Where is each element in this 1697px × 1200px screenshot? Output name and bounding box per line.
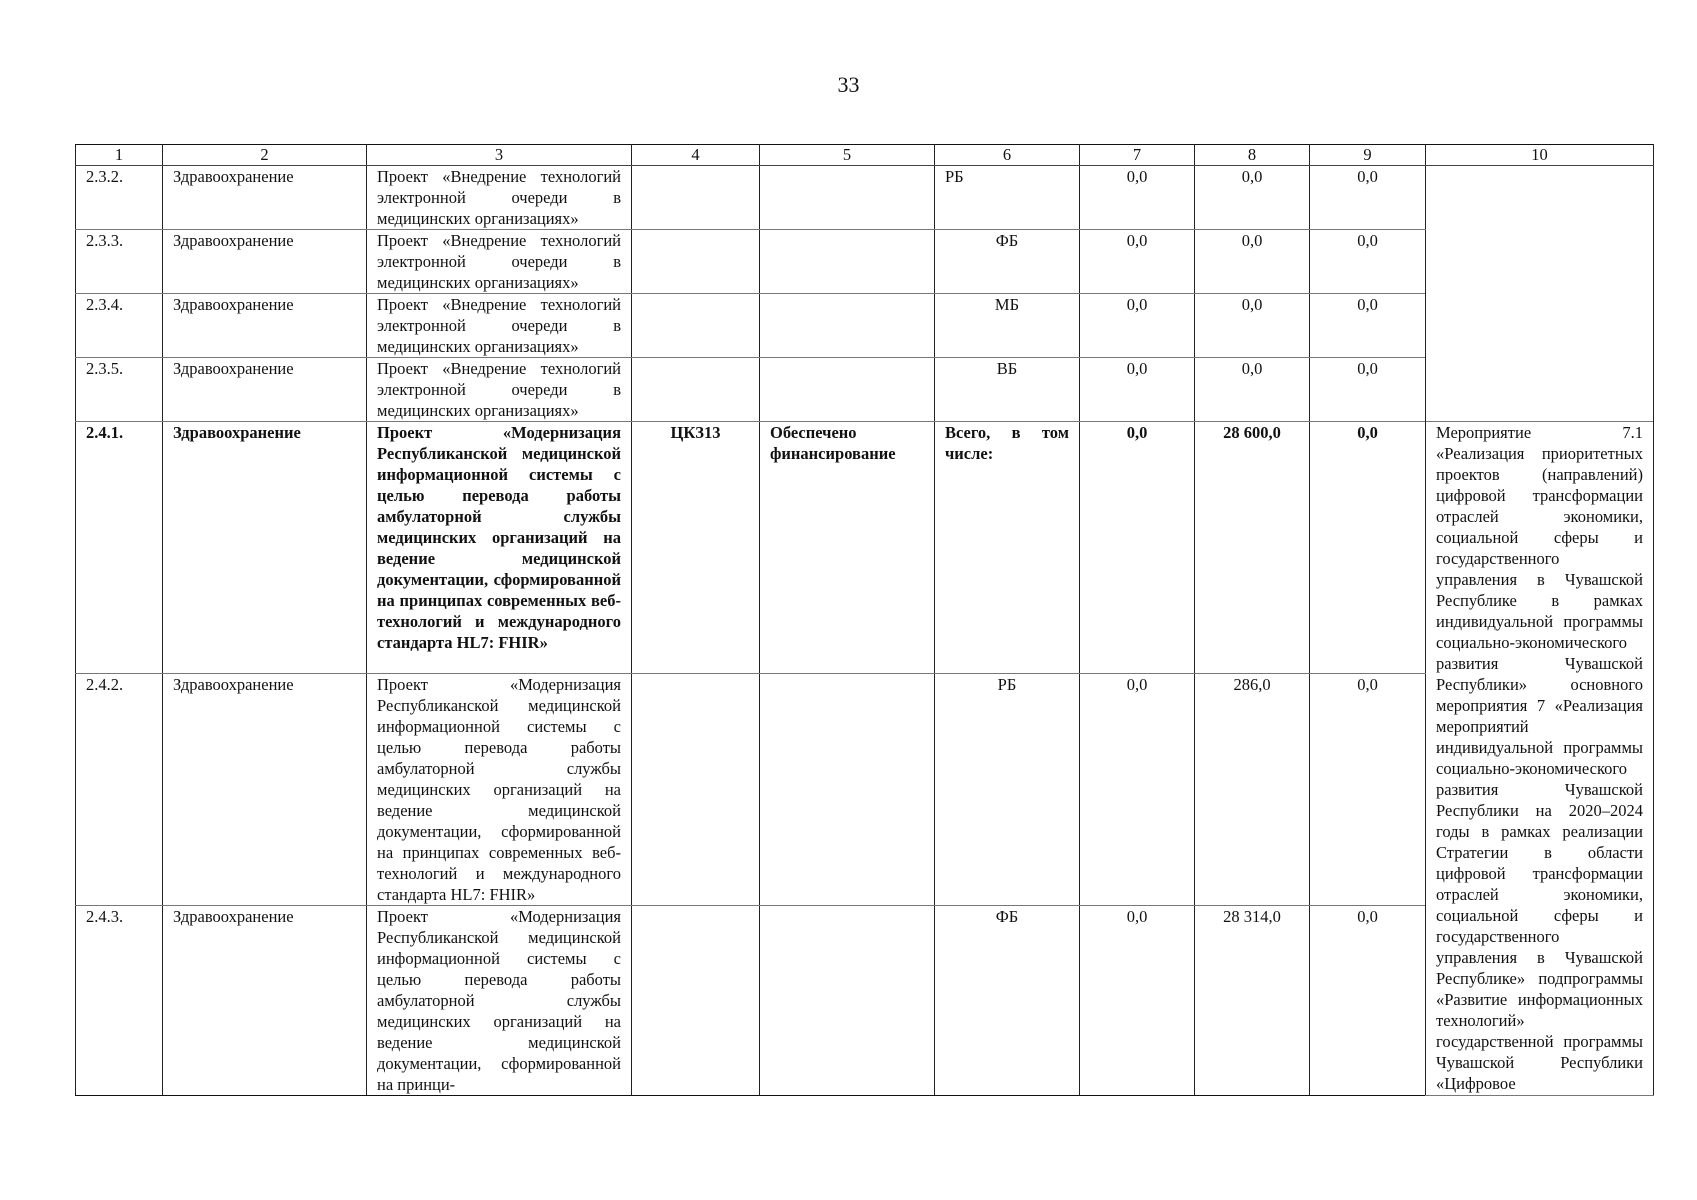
sector-cell: Здравоохранение — [163, 230, 367, 294]
column-header: 9 — [1310, 145, 1426, 166]
value-col8: 28 314,0 — [1195, 906, 1310, 1096]
funding-source-cell: ФБ — [935, 906, 1080, 1096]
value-col7: 0,0 — [1080, 906, 1195, 1096]
project-cell: Проект «Внедрение технологий электронной очереди в медицинских организациях» — [367, 166, 632, 230]
column-header: 3 — [367, 145, 632, 166]
column-header: 7 — [1080, 145, 1195, 166]
funding-source-cell: ВБ — [935, 358, 1080, 422]
code-cell — [632, 294, 760, 358]
value-col9: 0,0 — [1310, 230, 1426, 294]
value-col7: 0,0 — [1080, 230, 1195, 294]
result-cell — [760, 294, 935, 358]
sector-cell: Здравоохранение — [163, 294, 367, 358]
project-cell: Проект «Внедрение технологий электронной очереди в медицинских организациях» — [367, 230, 632, 294]
note-cell: Мероприятие 7.1 «Реализация приоритетных проектов (направлений) цифровой трансформации отраслей экономики, социальной сферы и государственного управления в Чувашской Республике в рамках индивидуальной программы социально-экономического развития Чувашской Республики» основного мероприятия 7 «Реализация мероприятий индивидуальной программы социально-экономического развития Чувашской Республики на 2020–2024 годы в рамках реализации Стратегии в области цифровой трансформации отраслей экономики, социальной сферы и государственного управления в Чувашской Республике» подпрограммы «Развитие информационных технологий» государственной программы Чувашской Республики «Цифровое — [1426, 422, 1654, 1096]
result-cell — [760, 358, 935, 422]
project-cell: Проект «Модернизация Республиканской медицинской информационной системы с целью перевода работы амбулаторной службы медицинских организаций на ведение медицинской документации, сформированной на принципах современных веб-технологий и международного стандарта HL7: FHIR» — [367, 674, 632, 906]
value-col7: 0,0 — [1080, 166, 1195, 230]
value-col8: 0,0 — [1195, 230, 1310, 294]
table-row — [76, 358, 1654, 422]
row-number: 2.3.2. — [76, 166, 163, 230]
budget-table — [75, 144, 1654, 1096]
funding-source-cell: Всего, в том числе: — [935, 422, 1080, 674]
code-cell — [632, 906, 760, 1096]
table-row — [76, 230, 1654, 294]
row-number: 2.4.2. — [76, 674, 163, 906]
sector-cell: Здравоохранение — [163, 166, 367, 230]
result-cell — [760, 230, 935, 294]
row-number: 2.3.3. — [76, 230, 163, 294]
value-col9: 0,0 — [1310, 674, 1426, 906]
result-cell: Обеспечено финансирование — [760, 422, 935, 674]
result-cell — [760, 906, 935, 1096]
column-header: 2 — [163, 145, 367, 166]
result-cell — [760, 166, 935, 230]
value-col7: 0,0 — [1080, 358, 1195, 422]
table-row — [76, 674, 1654, 906]
value-col8: 0,0 — [1195, 358, 1310, 422]
note-cell-empty — [1426, 166, 1654, 422]
sector-cell: Здравоохранение — [163, 906, 367, 1096]
row-number: 2.4.3. — [76, 906, 163, 1096]
result-cell — [760, 674, 935, 906]
value-col7: 0,0 — [1080, 294, 1195, 358]
value-col7: 0,0 — [1080, 674, 1195, 906]
funding-source-cell: РБ — [935, 674, 1080, 906]
code-cell — [632, 166, 760, 230]
table-row — [76, 294, 1654, 358]
value-col8: 28 600,0 — [1195, 422, 1310, 674]
column-header: 4 — [632, 145, 760, 166]
table-header-row — [76, 145, 1654, 166]
code-cell — [632, 358, 760, 422]
sector-cell: Здравоохранение — [163, 358, 367, 422]
project-cell: Проект «Модернизация Республиканской медицинской информационной системы с целью перевода работы амбулаторной службы медицинских организаций на ведение медицинской документации, сформированной на принци- — [367, 906, 632, 1096]
sector-cell: Здравоохранение — [163, 422, 367, 674]
table-row — [76, 906, 1654, 1096]
sector-cell: Здравоохранение — [163, 674, 367, 906]
code-cell — [632, 674, 760, 906]
column-header: 1 — [76, 145, 163, 166]
value-col7: 0,0 — [1080, 422, 1195, 674]
value-col9: 0,0 — [1310, 166, 1426, 230]
value-col9: 0,0 — [1310, 906, 1426, 1096]
table-row — [76, 422, 1654, 674]
value-col8: 286,0 — [1195, 674, 1310, 906]
funding-source-cell: ФБ — [935, 230, 1080, 294]
project-cell: Проект «Внедрение технологий электронной очереди в медицинских организациях» — [367, 294, 632, 358]
code-cell — [632, 230, 760, 294]
column-header: 8 — [1195, 145, 1310, 166]
value-col9: 0,0 — [1310, 294, 1426, 358]
code-cell: ЦКЗ13 — [632, 422, 760, 674]
column-header: 5 — [760, 145, 935, 166]
value-col9: 0,0 — [1310, 422, 1426, 674]
funding-source-cell: МБ — [935, 294, 1080, 358]
project-cell: Проект «Модернизация Республиканской медицинской информационной системы с целью перевода работы амбулаторной службы медицинских организаций на ведение медицинской документации, сформированной на принципах современных веб-технологий и международного стандарта HL7: FHIR» — [367, 422, 632, 674]
value-col8: 0,0 — [1195, 166, 1310, 230]
value-col8: 0,0 — [1195, 294, 1310, 358]
column-header: 6 — [935, 145, 1080, 166]
page-number: 33 — [837, 72, 860, 97]
row-number: 2.3.4. — [76, 294, 163, 358]
project-cell: Проект «Внедрение технологий электронной очереди в медицинских организациях» — [367, 358, 632, 422]
funding-source-cell: РБ — [935, 166, 1080, 230]
row-number: 2.4.1. — [76, 422, 163, 674]
value-col9: 0,0 — [1310, 358, 1426, 422]
row-number: 2.3.5. — [76, 358, 163, 422]
column-header: 10 — [1426, 145, 1654, 166]
table-row — [76, 166, 1654, 230]
